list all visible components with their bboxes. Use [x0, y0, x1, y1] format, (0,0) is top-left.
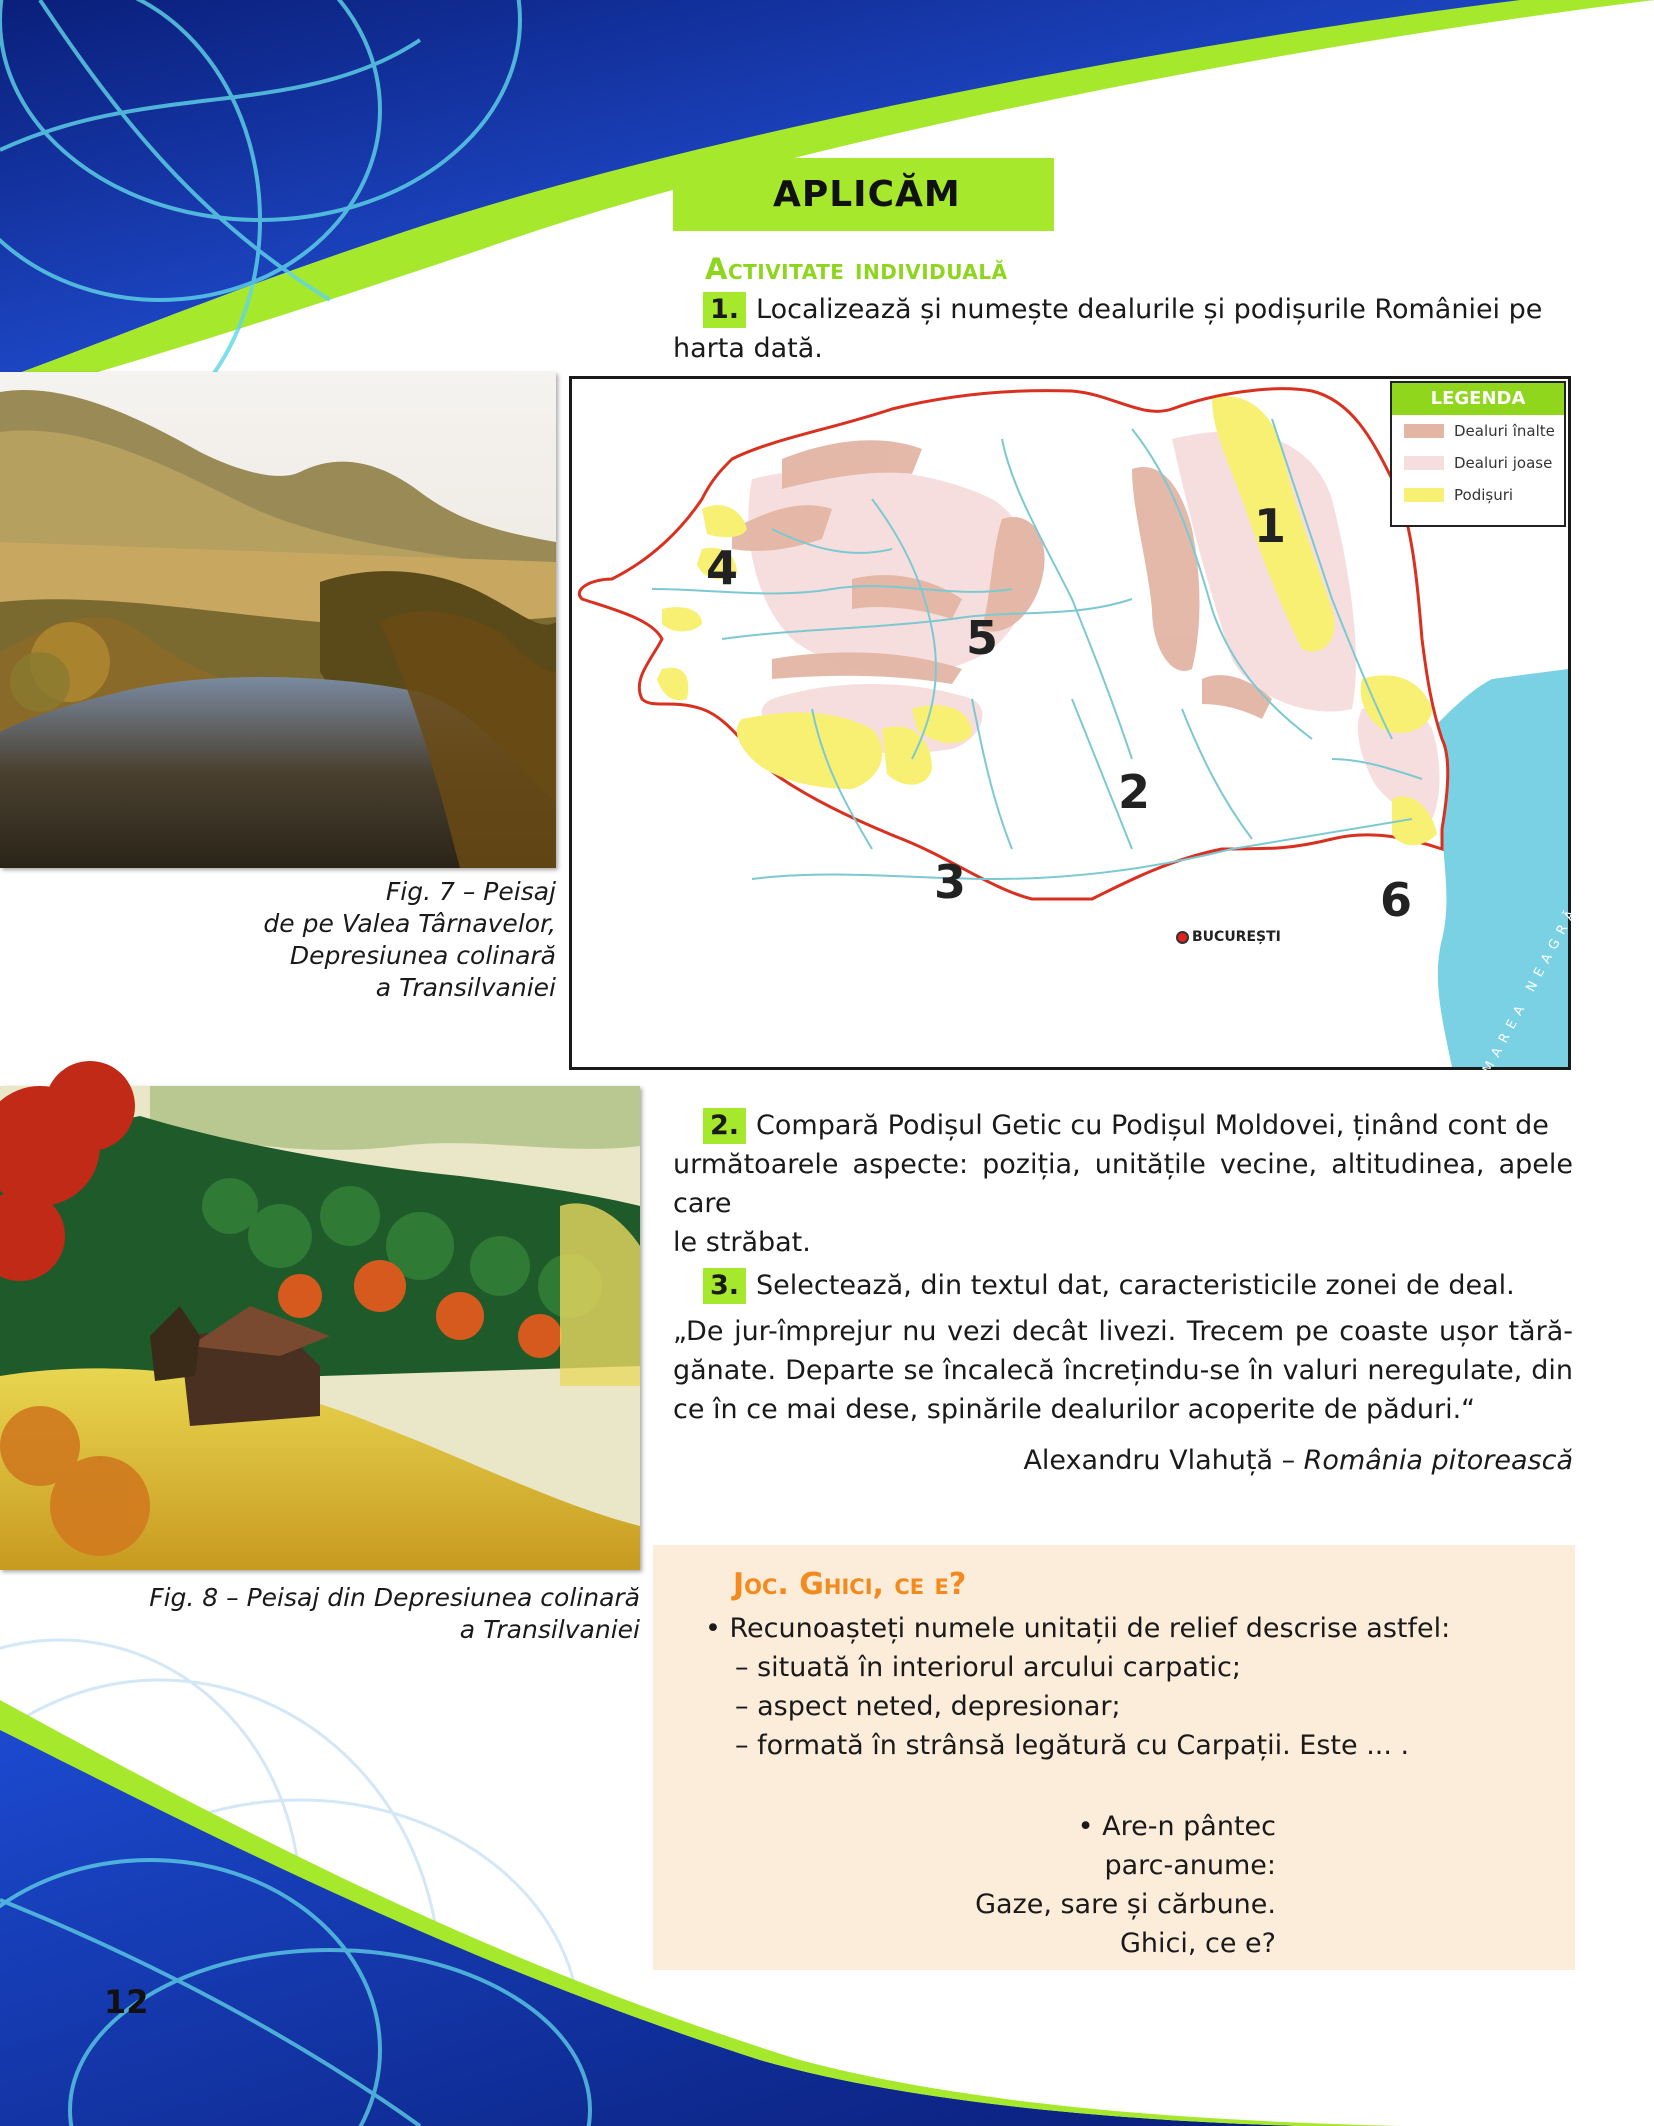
- task-1-number: 1.: [703, 292, 746, 328]
- game-title: Joc. Ghici, ce e?: [733, 1567, 967, 1602]
- sea-label: MAREA NEAGRĂ: [1480, 902, 1582, 1077]
- figure-7-photo: [0, 372, 556, 868]
- legend-label: Dealuri înalte: [1454, 422, 1555, 440]
- map-number-3: 3: [934, 855, 967, 909]
- activity-heading: Activitate individuală: [705, 252, 1008, 286]
- capital-dot-icon: [1176, 931, 1189, 944]
- riddle-1-item: – aspect neted, depresionar;: [735, 1691, 1121, 1722]
- riddle-2-line: • Are-n pântec: [1077, 1811, 1276, 1842]
- section-banner: [673, 158, 1054, 231]
- legend-item-high-hills: [1392, 415, 1564, 447]
- legend-item-plateaus: [1392, 479, 1564, 511]
- legend-swatch-low-hills: [1404, 456, 1444, 470]
- map-number-4: 4: [706, 541, 739, 595]
- task-3-number: 3.: [703, 1268, 746, 1304]
- task-2-text-line3: le străbat.: [673, 1227, 811, 1258]
- riddle-1: [705, 1609, 1565, 1765]
- figure-8-caption-line2: a Transilvaniei: [459, 1615, 640, 1644]
- figure-7-caption-line2: de pe Valea Târnavelor,: [263, 909, 556, 938]
- figure-8-caption: [100, 1582, 640, 1646]
- task-3: [673, 1266, 1573, 1305]
- figure-7-caption: [180, 876, 556, 1004]
- page-number: 12: [104, 1983, 149, 2021]
- map-number-1: 1: [1254, 499, 1287, 553]
- riddle-1-item: – formată în strânsă legătură cu Carpații. Este ... .: [735, 1730, 1410, 1761]
- figure-7-caption-line3: Depresiunea colinară: [289, 941, 556, 970]
- task-2-number: 2.: [703, 1108, 746, 1144]
- section-title: APLICĂM: [773, 174, 961, 215]
- legend-title: LEGENDA: [1392, 383, 1564, 415]
- task-2-text-line2: următoarele aspecte: poziția, unitățile vecine, altitudinea, apele care: [673, 1149, 1573, 1219]
- legend-swatch-high-hills: [1404, 424, 1444, 438]
- task-1: [673, 290, 1573, 368]
- quote-work: România pitorească: [1303, 1445, 1573, 1476]
- riddle-2-line: parc-anume:: [1104, 1850, 1276, 1881]
- riddle-1-item: – situată în interiorul arcului carpatic;: [735, 1652, 1241, 1683]
- quote-attribution: [673, 1441, 1573, 1480]
- legend-item-low-hills: [1392, 447, 1564, 479]
- map-number-2: 2: [1118, 765, 1151, 819]
- romania-relief-map: [569, 376, 1582, 1077]
- task-1-text-line1: Localizează și numește dealurile și podișurile României pe: [756, 294, 1543, 325]
- task-1-text-line2: harta dată.: [673, 333, 823, 364]
- figure-7-caption-line4: a Transilvaniei: [375, 973, 556, 1002]
- legend-swatch-plateaus: [1404, 488, 1444, 502]
- figure-8-caption-line1: Fig. 8 – Peisaj din Depresiunea colinară: [149, 1583, 640, 1612]
- quote-text: „De jur-împrejur nu vezi decât livezi. Trecem pe coaste ușor tără-gănate. Departe se încalecă încrețindu-se în valuri neregulate, din ce în ce mai dese, spinările dealurilor acoperite de păduri.“: [673, 1316, 1573, 1425]
- capital-name: BUCUREȘTI: [1192, 929, 1281, 945]
- task-3-text: Selectează, din textul dat, caracteristicile zonei de deal.: [756, 1270, 1515, 1301]
- game-box: [653, 1545, 1575, 1970]
- map-number-6: 6: [1380, 873, 1413, 927]
- riddle-2: [753, 1807, 1276, 1963]
- capital-marker: [1176, 929, 1281, 945]
- riddle-2-line: Gaze, sare și cărbune.: [975, 1889, 1276, 1920]
- figure-7-caption-line1: Fig. 7 – Peisaj: [385, 877, 556, 906]
- riddle-2-line: Ghici, ce e?: [1119, 1928, 1276, 1959]
- legend-label: Dealuri joase: [1454, 454, 1553, 472]
- map-legend: [1390, 381, 1566, 527]
- quote-author: Alexandru Vlahuță –: [1023, 1445, 1304, 1476]
- figure-8-photo: [0, 1086, 640, 1570]
- legend-label: Podișuri: [1454, 486, 1514, 504]
- task-2-text-line1: Compară Podișul Getic cu Podișul Moldovei, ținând cont de: [756, 1110, 1549, 1141]
- riddle-1-intro: • Recunoașteți numele unitații de relief descrise astfel:: [705, 1613, 1451, 1644]
- map-number-5: 5: [966, 611, 999, 665]
- task-2: [673, 1106, 1573, 1262]
